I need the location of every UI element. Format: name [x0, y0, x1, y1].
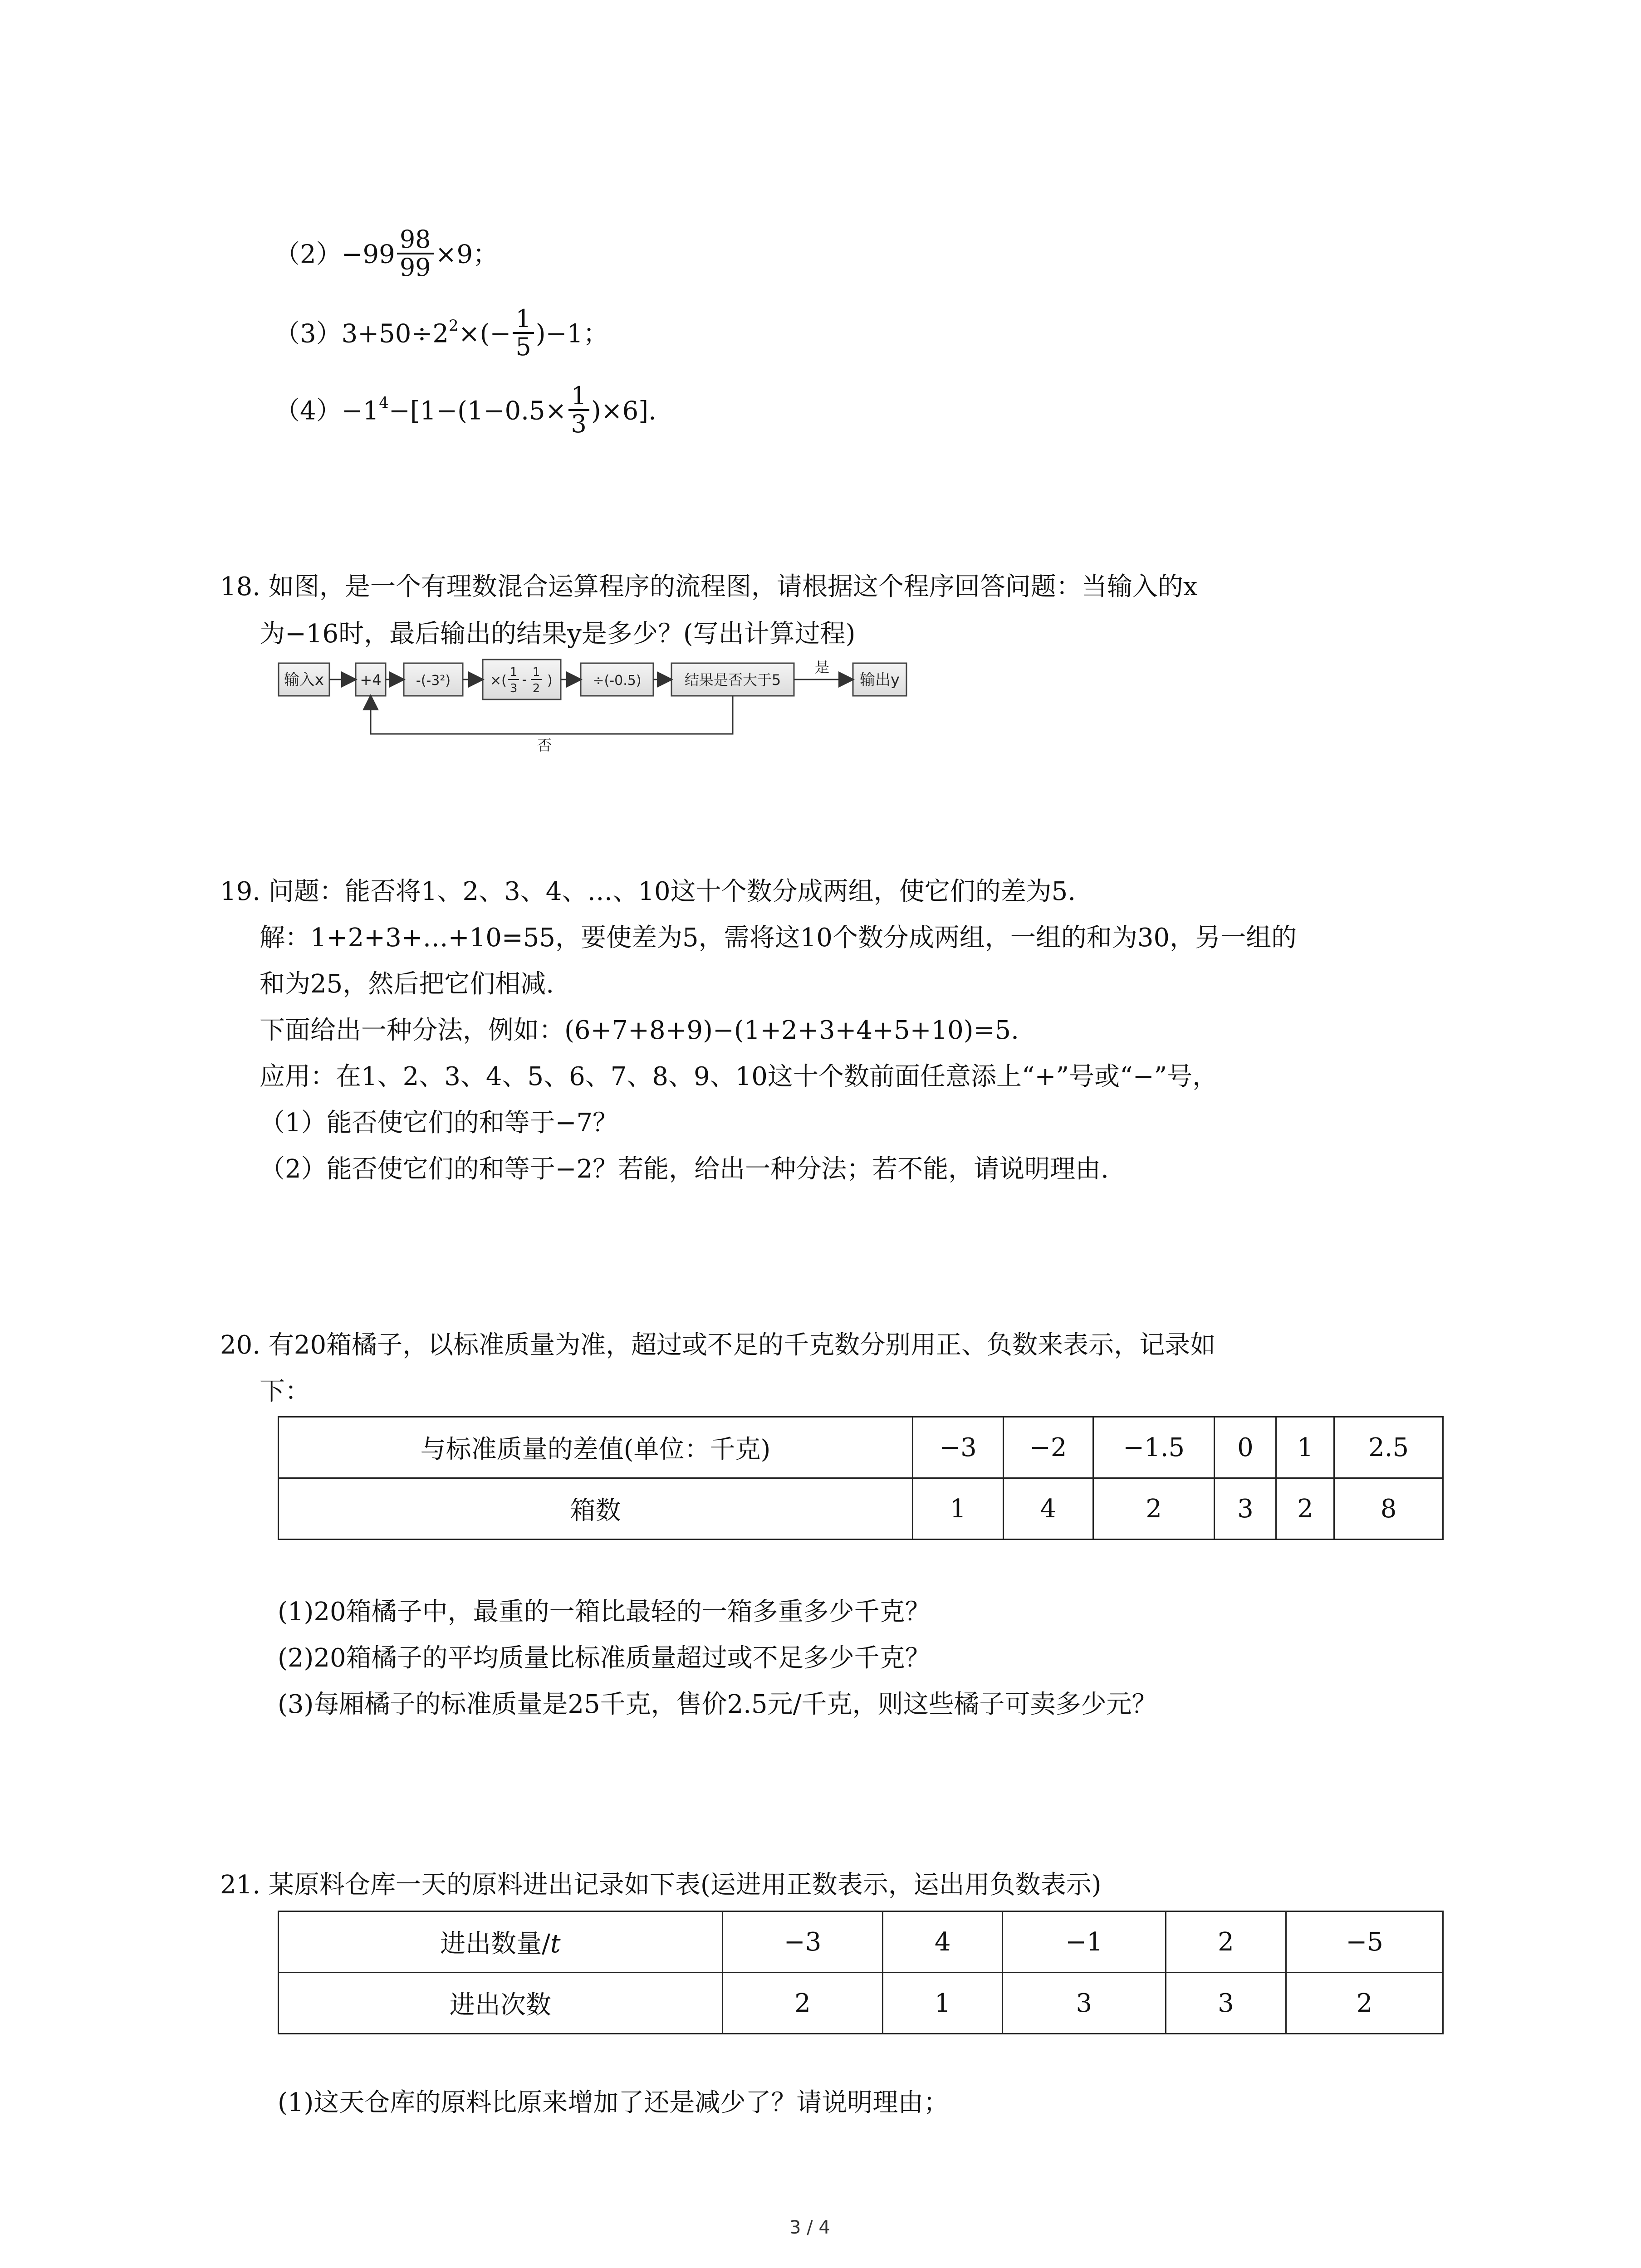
- q19-line-2: 解：1+2+3+…+10=55，要使差为5，需将这10个数分成两组，一组的和为30，另一组的: [260, 923, 1297, 953]
- q18-line-2: 为−16时，最后输出的结果y是多少？(写出计算过程): [260, 619, 856, 649]
- table-cell: 3: [1003, 1973, 1166, 2034]
- fraction-98-99: [397, 226, 434, 281]
- q20-subquestion-2: (2)20箱橘子的平均质量比标准质量超过或不足多少千克？: [278, 1643, 931, 1673]
- q17-p4-middle: −[1−(1−0.5×: [388, 396, 567, 426]
- flow-input-label: 输入x: [284, 671, 324, 689]
- table-cell: 2: [1166, 1911, 1286, 1973]
- table-cell: 3: [1166, 1973, 1286, 2034]
- exponent: 4: [379, 393, 389, 412]
- q20-subquestion-1: (1)20箱橘子中，最重的一箱比最轻的一箱多重多少千克？: [278, 1597, 931, 1627]
- table-cell: 2: [1276, 1478, 1334, 1540]
- table-cell: −1.5: [1093, 1417, 1215, 1478]
- flow-divide-label: ÷(-0.5): [593, 673, 642, 689]
- q19-line-3: 和为25，然后把它们相减.: [260, 969, 554, 999]
- table-header-cell: 进出次数: [279, 1973, 723, 2034]
- q19-line-1: 19. 问题：能否将1、2、3、4、…、10这十个数分成两组，使它们的差为5.: [220, 877, 1076, 906]
- flow-no-label: 否: [537, 737, 552, 753]
- table-cell: 2: [1093, 1478, 1215, 1540]
- q17-p3-suffix: )−1；: [535, 319, 609, 349]
- page-number: 3 / 4: [789, 2217, 830, 2238]
- table-cell: 1: [883, 1973, 1003, 2034]
- header-text: 进出数量/: [440, 1929, 551, 1959]
- flow-frac1-num: 1: [509, 665, 518, 679]
- q20-line-2: 下：: [260, 1377, 310, 1406]
- flow-decision-label: 结果是否大于5: [684, 671, 781, 689]
- fraction-denominator: 5: [515, 332, 531, 361]
- table-cell: 4: [883, 1911, 1003, 1973]
- table-cell: −2: [1003, 1417, 1093, 1478]
- fraction-numerator: 1: [513, 306, 534, 334]
- table-cell: −3: [722, 1911, 883, 1973]
- table-row: [279, 1478, 1443, 1540]
- q17-p4-suffix: )×6].: [591, 396, 656, 426]
- table-row: [279, 1973, 1443, 2034]
- fraction-1-5: [513, 306, 534, 360]
- q21-subquestion-1: (1)这天仓库的原料比原来增加了还是减少了？请说明理由；: [278, 2088, 949, 2117]
- flow-divide-box: [581, 663, 653, 696]
- table-cell: 2.5: [1334, 1417, 1443, 1478]
- table-row: [279, 1911, 1443, 1973]
- flow-multiply-box: [483, 660, 561, 699]
- flow-frac2-den: 2: [532, 682, 540, 695]
- flowchart: [272, 653, 926, 753]
- q17-part-4: [274, 381, 656, 440]
- q20-line-1: 20. 有20箱橘子，以标准质量为准，超过或不足的千克数分别用正、负数来表示，记录如: [220, 1330, 1216, 1360]
- table-cell: 2: [722, 1973, 883, 2034]
- table-cell: 2: [1286, 1973, 1443, 2034]
- flow-mul-minus: -: [522, 672, 527, 688]
- flow-yes-label: 是: [814, 659, 830, 676]
- table-cell: 8: [1334, 1478, 1443, 1540]
- q17-part-3: [274, 304, 609, 363]
- table-cell: 3: [1215, 1478, 1276, 1540]
- flow-add4-box: [356, 663, 386, 696]
- table-cell: −5: [1286, 1911, 1443, 1973]
- q19-line-7: （2）能否使它们的和等于−2？若能，给出一种分法；若不能，请说明理由.: [260, 1154, 1109, 1184]
- table-cell: 1: [1276, 1417, 1334, 1478]
- flow-frac2-num: 1: [532, 665, 540, 679]
- q17-p3-middle: ×(−: [458, 319, 511, 349]
- fraction-1-3: [568, 383, 589, 437]
- q18-line-1: 18. 如图，是一个有理数混合运算程序的流程图，请根据这个程序回答问题：当输入的x: [220, 572, 1198, 601]
- flow-sub-power-label: -(-3²): [416, 673, 451, 689]
- fraction-denominator: 3: [571, 410, 587, 438]
- fraction-numerator: 98: [397, 226, 434, 254]
- q19-line-4: 下面给出一种分法，例如：(6+7+8+9)−(1+2+3+4+5+10)=5.: [260, 1016, 1019, 1045]
- q19-line-5: 应用：在1、2、3、4、5、6、7、8、9、10这十个数前面任意添上“+”号或“−”号，: [260, 1062, 1218, 1091]
- q20-subquestion-3: (3)每厢橘子的标准质量是25千克，售价2.5元/千克，则这些橘子可卖多少元？: [278, 1690, 1157, 1719]
- q17-part-2: [274, 225, 499, 284]
- table-cell: 4: [1003, 1478, 1093, 1540]
- table-header-cell: [279, 1911, 723, 1973]
- header-unit: t: [550, 1929, 561, 1959]
- table-cell: 1: [913, 1478, 1004, 1540]
- flow-add4-label: +4: [360, 671, 382, 689]
- q19-line-6: （1）能否使它们的和等于−7？: [260, 1108, 618, 1138]
- flow-frac1-den: 3: [509, 682, 518, 695]
- table-cell: −3: [913, 1417, 1004, 1478]
- flow-input-box: [279, 663, 329, 696]
- flow-mul-suffix: ): [547, 673, 553, 689]
- table-cell: −1: [1003, 1911, 1166, 1973]
- flow-output-label: 输出y: [859, 671, 900, 689]
- q20-table: [278, 1416, 1444, 1540]
- flow-decision-box: [671, 663, 794, 696]
- q17-p4-prefix: （4）−1: [274, 396, 379, 426]
- q17-p3-prefix: （3）3+50÷2: [274, 319, 449, 349]
- table-header-cell: 箱数: [279, 1478, 913, 1540]
- fraction-denominator: 99: [399, 253, 431, 282]
- fraction-numerator: 1: [568, 383, 589, 411]
- table-row: [279, 1417, 1443, 1478]
- exponent: 2: [449, 316, 459, 335]
- flow-mul-prefix: ×(: [490, 673, 507, 689]
- q21-line-1: 21. 某原料仓库一天的原料进出记录如下表(运进用正数表示，运出用负数表示): [220, 1870, 1102, 1900]
- q17-p2-suffix: ×9；: [435, 240, 499, 269]
- flow-sub-power-box: [404, 663, 463, 696]
- table-cell: 0: [1215, 1417, 1276, 1478]
- q17-p2-prefix: （2）−99: [274, 240, 395, 269]
- flow-output-box: [853, 663, 906, 696]
- q21-table: [278, 1911, 1444, 2034]
- table-header-cell: 与标准质量的差值(单位：千克): [279, 1417, 913, 1478]
